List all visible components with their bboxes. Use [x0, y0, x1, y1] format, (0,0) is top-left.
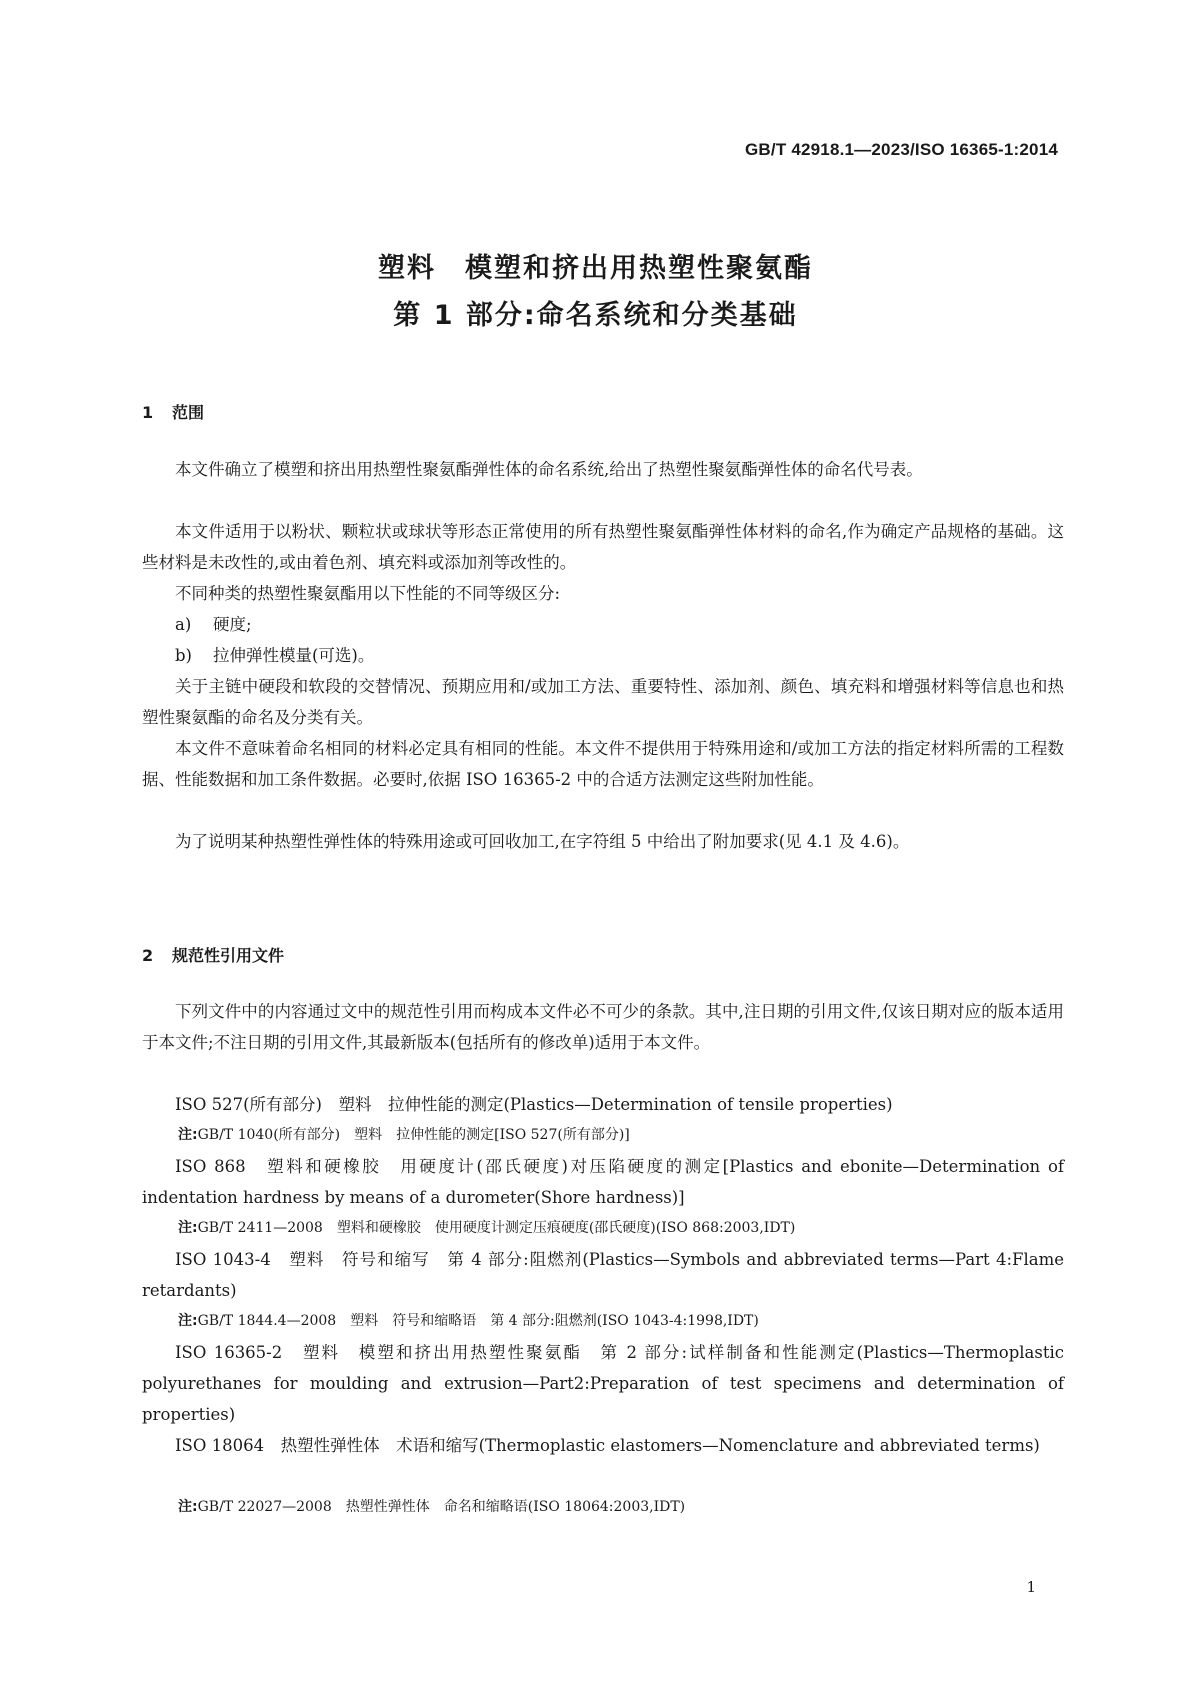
scope-paragraph-5: 本文件不意味着命名相同的材料必定具有相同的性能。本文件不提供用于特殊用途和/或加工方法的指定材料所需的工程数据、性能数据和加工条件数据。必要时,依据 ISO 16365-2 中的合适方法测定这些附加性能。: [142, 739, 1064, 789]
reference-entry: ISO 16365-2 塑料 模塑和挤出用热塑性聚氨酯 第 2 部分:试样制备和性能测定(Plastics—Thermoplastic polyurethanes for moulding and extrusion—Part2:Preparation of test specimens and determination of properties): [142, 1343, 1064, 1424]
scope-paragraph-3: 不同种类的热塑性聚氨酯用以下性能的不同等级区分:: [175, 584, 561, 603]
section-title: 范围: [172, 403, 205, 422]
note-label: 注:: [178, 1127, 198, 1143]
list-text: 拉伸弹性模量(可选)。: [213, 646, 375, 665]
scope-paragraph-4: 关于主链中硬段和软段的交替情况、预期应用和/或加工方法、重要特性、添加剂、颜色、填充料和增强材料等信息也和热塑性聚氨酯的命名及分类有关。: [142, 677, 1064, 727]
note-text: GB/T 22027—2008 热塑性弹性体 命名和缩略语(ISO 18064:2003,IDT): [197, 1499, 686, 1515]
reference-entry: ISO 1043-4 塑料 符号和缩写 第 4 部分:阻燃剂(Plastics—Symbols and abbreviated terms—Part 4:Flame retardants): [142, 1250, 1064, 1300]
section-number: 1: [142, 403, 154, 422]
section-title: 规范性引用文件: [172, 946, 285, 965]
scope-paragraph-2: 本文件适用于以粉状、颗粒状或球状等形态正常使用的所有热塑性聚氨酯弹性体材料的命名,作为确定产品规格的基础。这些材料是未改性的,或由着色剂、填充料或添加剂等改性的。: [142, 522, 1064, 572]
references-intro: 下列文件中的内容通过文中的规范性引用而构成本文件必不可少的条款。其中,注日期的引用文件,仅该日期对应的版本适用于本文件;不注日期的引用文件,其最新版本(包括所有的修改单)适用于本文件。: [142, 1002, 1064, 1052]
document-title-line-2: 第 1 部分:命名系统和分类基础: [393, 300, 798, 331]
reference-entry: ISO 527(所有部分) 塑料 拉伸性能的测定(Plastics—Determination of tensile properties): [175, 1095, 893, 1114]
page-number: 1: [1026, 1578, 1036, 1596]
list-item: [175, 609, 252, 640]
reference-note: [178, 1218, 1064, 1238]
standard-code: GB/T 42918.1—2023/ISO 16365-1:2014: [745, 140, 1058, 159]
section-1-heading: [142, 400, 204, 423]
reference-note: [178, 1125, 1064, 1145]
note-text: GB/T 2411—2008 塑料和硬橡胶 使用硬度计测定压痕硬度(邵氏硬度)(ISO 868:2003,IDT): [197, 1220, 796, 1236]
scope-paragraph-1: 本文件确立了模塑和挤出用热塑性聚氨酯弹性体的命名系统,给出了热塑性聚氨酯弹性体的命名代号表。: [175, 460, 923, 479]
reference-note: [178, 1497, 1064, 1517]
note-text: GB/T 1040(所有部分) 塑料 拉伸性能的测定[ISO 527(所有部分)]: [197, 1127, 630, 1143]
document-title-line-1: 塑料 模塑和挤出用热塑性聚氨酯: [378, 253, 813, 284]
note-label: 注:: [178, 1313, 198, 1329]
list-item: [175, 640, 374, 671]
list-marker: b): [175, 646, 192, 665]
list-marker: a): [175, 615, 192, 634]
scope-paragraph-6: 为了说明某种热塑性弹性体的特殊用途或可回收加工,在字符组 5 中给出了附加要求(见 4.1 及 4.6)。: [175, 832, 910, 851]
reference-entry: ISO 18064 热塑性弹性体 术语和缩写(Thermoplastic elastomers—Nomenclature and abbreviated terms): [175, 1436, 1040, 1455]
note-text: GB/T 1844.4—2008 塑料 符号和缩略语 第 4 部分:阻燃剂(ISO 1043-4:1998,IDT): [197, 1313, 759, 1329]
reference-entry: ISO 868 塑料和硬橡胶 用硬度计(邵氏硬度)对压陷硬度的测定[Plastics and ebonite—Determination of indentation hardness by means of a durometer(Shore hardness)]: [142, 1157, 1064, 1207]
section-number: 2: [142, 946, 154, 965]
reference-note: [178, 1311, 1064, 1331]
note-label: 注:: [178, 1499, 198, 1515]
note-label: 注:: [178, 1220, 198, 1236]
list-text: 硬度;: [213, 615, 252, 634]
section-2-heading: [142, 943, 284, 966]
